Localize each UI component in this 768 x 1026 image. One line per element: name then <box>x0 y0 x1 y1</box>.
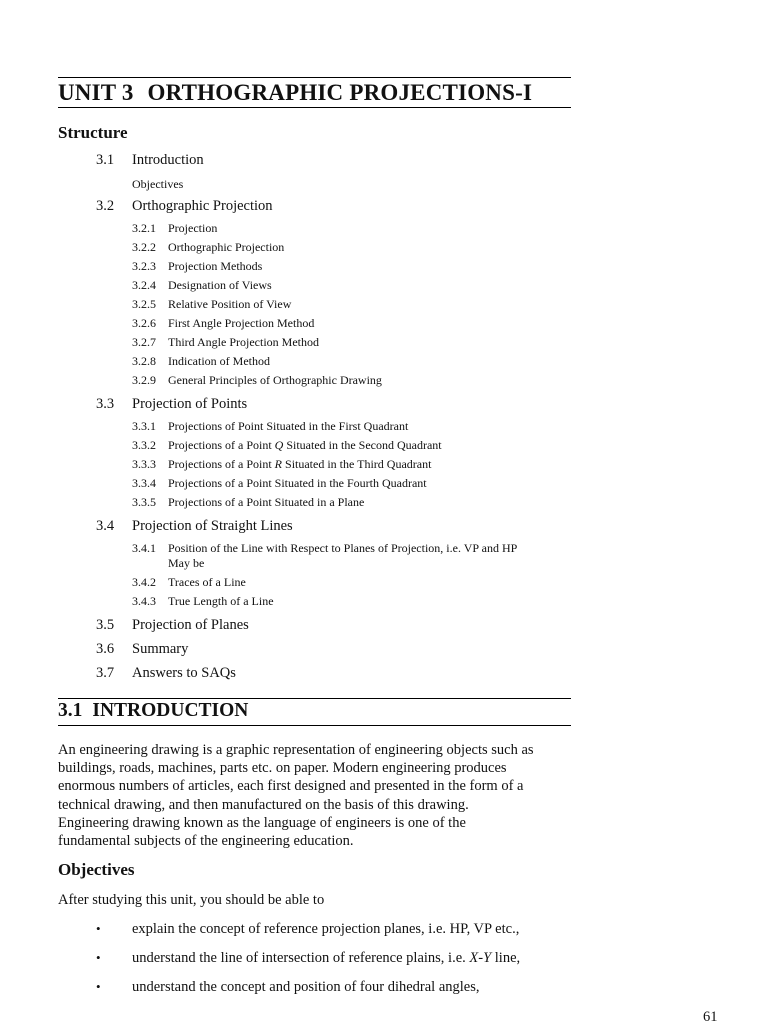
unit-number: UNIT 3 <box>58 80 134 105</box>
toc-item-number: 3.2.7 <box>132 335 156 349</box>
toc-item-title: Projection <box>168 221 218 235</box>
toc-item-title: Orthographic Projection <box>132 198 273 214</box>
toc-item-title: Projection of Straight Lines <box>132 518 293 534</box>
toc-item-title: Indication of Method <box>168 354 270 368</box>
toc-item-number: 3.2.8 <box>132 354 156 368</box>
toc-item-title: Projections of a Point R Situated in the Third Quadrant <box>168 457 432 471</box>
unit-top-rule <box>58 77 571 78</box>
toc-item-title: First Angle Projection Method <box>168 316 315 330</box>
toc-item-number: 3.3.2 <box>132 438 156 452</box>
structure-heading: Structure <box>58 123 128 142</box>
section-top-rule <box>58 698 571 699</box>
paragraph-line: An engineering drawing is a graphic representation of engineering objects such as <box>58 742 534 758</box>
introduction-paragraph <box>58 741 578 850</box>
page-number: 61 <box>703 1009 718 1025</box>
toc-item-number: 3.3.4 <box>132 476 156 490</box>
unit-name: ORTHOGRAPHIC PROJECTIONS-I <box>147 80 533 105</box>
toc-item-continuation: May be <box>168 556 205 570</box>
paragraph-line: technical drawing, and then manufactured on the basis of this drawing. <box>58 796 469 813</box>
toc-item-number: 3.7 <box>96 665 115 681</box>
toc-item-title: Relative Position of View <box>168 297 292 311</box>
bullet-icon: • <box>96 979 101 994</box>
toc-item-title: Projections of a Point Situated in a Plane <box>168 495 365 509</box>
toc-item-title: Designation of Views <box>168 278 272 292</box>
toc-item-title: Projections of Point Situated in the First Quadrant <box>168 419 409 433</box>
objectives-intro: After studying this unit, you should be able to <box>58 892 325 908</box>
toc-item-number: 3.2.9 <box>132 373 156 387</box>
toc-item-number: 3.2.4 <box>132 278 156 292</box>
toc-item-number: 3.2.5 <box>132 297 156 311</box>
section-name: INTRODUCTION <box>92 700 249 721</box>
unit-title <box>58 80 532 106</box>
toc-item-number: 3.5 <box>96 617 115 633</box>
unit-bottom-rule <box>58 107 571 108</box>
paragraph-line: buildings, roads, machines, parts etc. on paper. Modern engineering produces <box>58 760 507 777</box>
toc-item-title: Third Angle Projection Method <box>168 335 319 349</box>
objective-text: explain the concept of reference projection planes, i.e. HP, VP etc., <box>132 921 520 937</box>
toc-item-number: 3.4.3 <box>132 594 156 608</box>
toc-item-number: 3.2.2 <box>132 240 156 254</box>
toc-item-title: Position of the Line with Respect to Planes of Projection, i.e. VP and HP <box>168 541 518 555</box>
toc-item-title: Answers to SAQs <box>132 665 236 681</box>
toc-item-title: Projections of a Point Q Situated in the Second Quadrant <box>168 438 442 452</box>
toc-item-number: 3.4.1 <box>132 541 156 555</box>
section-title <box>58 700 248 722</box>
toc-item-title: Orthographic Projection <box>168 240 285 254</box>
toc-item-title: True Length of a Line <box>168 594 274 608</box>
toc-item-number: 3.6 <box>96 641 115 657</box>
toc-item-number: 3.2 <box>96 198 115 214</box>
toc-item-title: Summary <box>132 641 189 657</box>
toc-item-title: Projections of a Point Situated in the Fourth Quadrant <box>168 476 427 490</box>
toc-item-title: Introduction <box>132 152 204 168</box>
toc-item-title: Traces of a Line <box>168 575 246 589</box>
toc-item-title: Objectives <box>132 177 184 191</box>
bullet-icon: • <box>96 921 101 936</box>
toc-item-title: Projection of Points <box>132 396 248 412</box>
toc-item-number: 3.1 <box>96 152 115 168</box>
objective-text: understand the concept and position of four dihedral angles, <box>132 979 480 995</box>
objective-text: understand the line of intersection of reference plains, i.e. X-Y line, <box>132 950 521 966</box>
toc-item-number: 3.2.6 <box>132 316 156 330</box>
toc-item-title: General Principles of Orthographic Drawing <box>168 373 382 387</box>
paragraph-line: Engineering drawing known as the language of engineers is one of the <box>58 814 466 831</box>
toc-item-number: 3.3.1 <box>132 419 156 433</box>
toc-item-number: 3.4 <box>96 518 115 534</box>
toc-item-number: 3.3 <box>96 396 115 412</box>
paragraph-line: enormous numbers of articles, each first designed and presented in the form of a <box>58 778 524 795</box>
toc-item-number: 3.3.3 <box>132 457 156 471</box>
toc-item-number: 3.2.1 <box>132 221 156 235</box>
bullet-icon: • <box>96 950 101 965</box>
section-bottom-rule <box>58 725 571 726</box>
toc-item-title: Projection Methods <box>168 259 263 273</box>
toc-item-number: 3.4.2 <box>132 575 156 589</box>
toc-item-number: 3.2.3 <box>132 259 156 273</box>
section-number: 3.1 <box>58 700 83 721</box>
objectives-heading: Objectives <box>58 860 135 879</box>
toc-item-number: 3.3.5 <box>132 495 156 509</box>
toc-item-title: Projection of Planes <box>132 617 249 633</box>
paragraph-line: fundamental subjects of the engineering education. <box>58 833 354 850</box>
